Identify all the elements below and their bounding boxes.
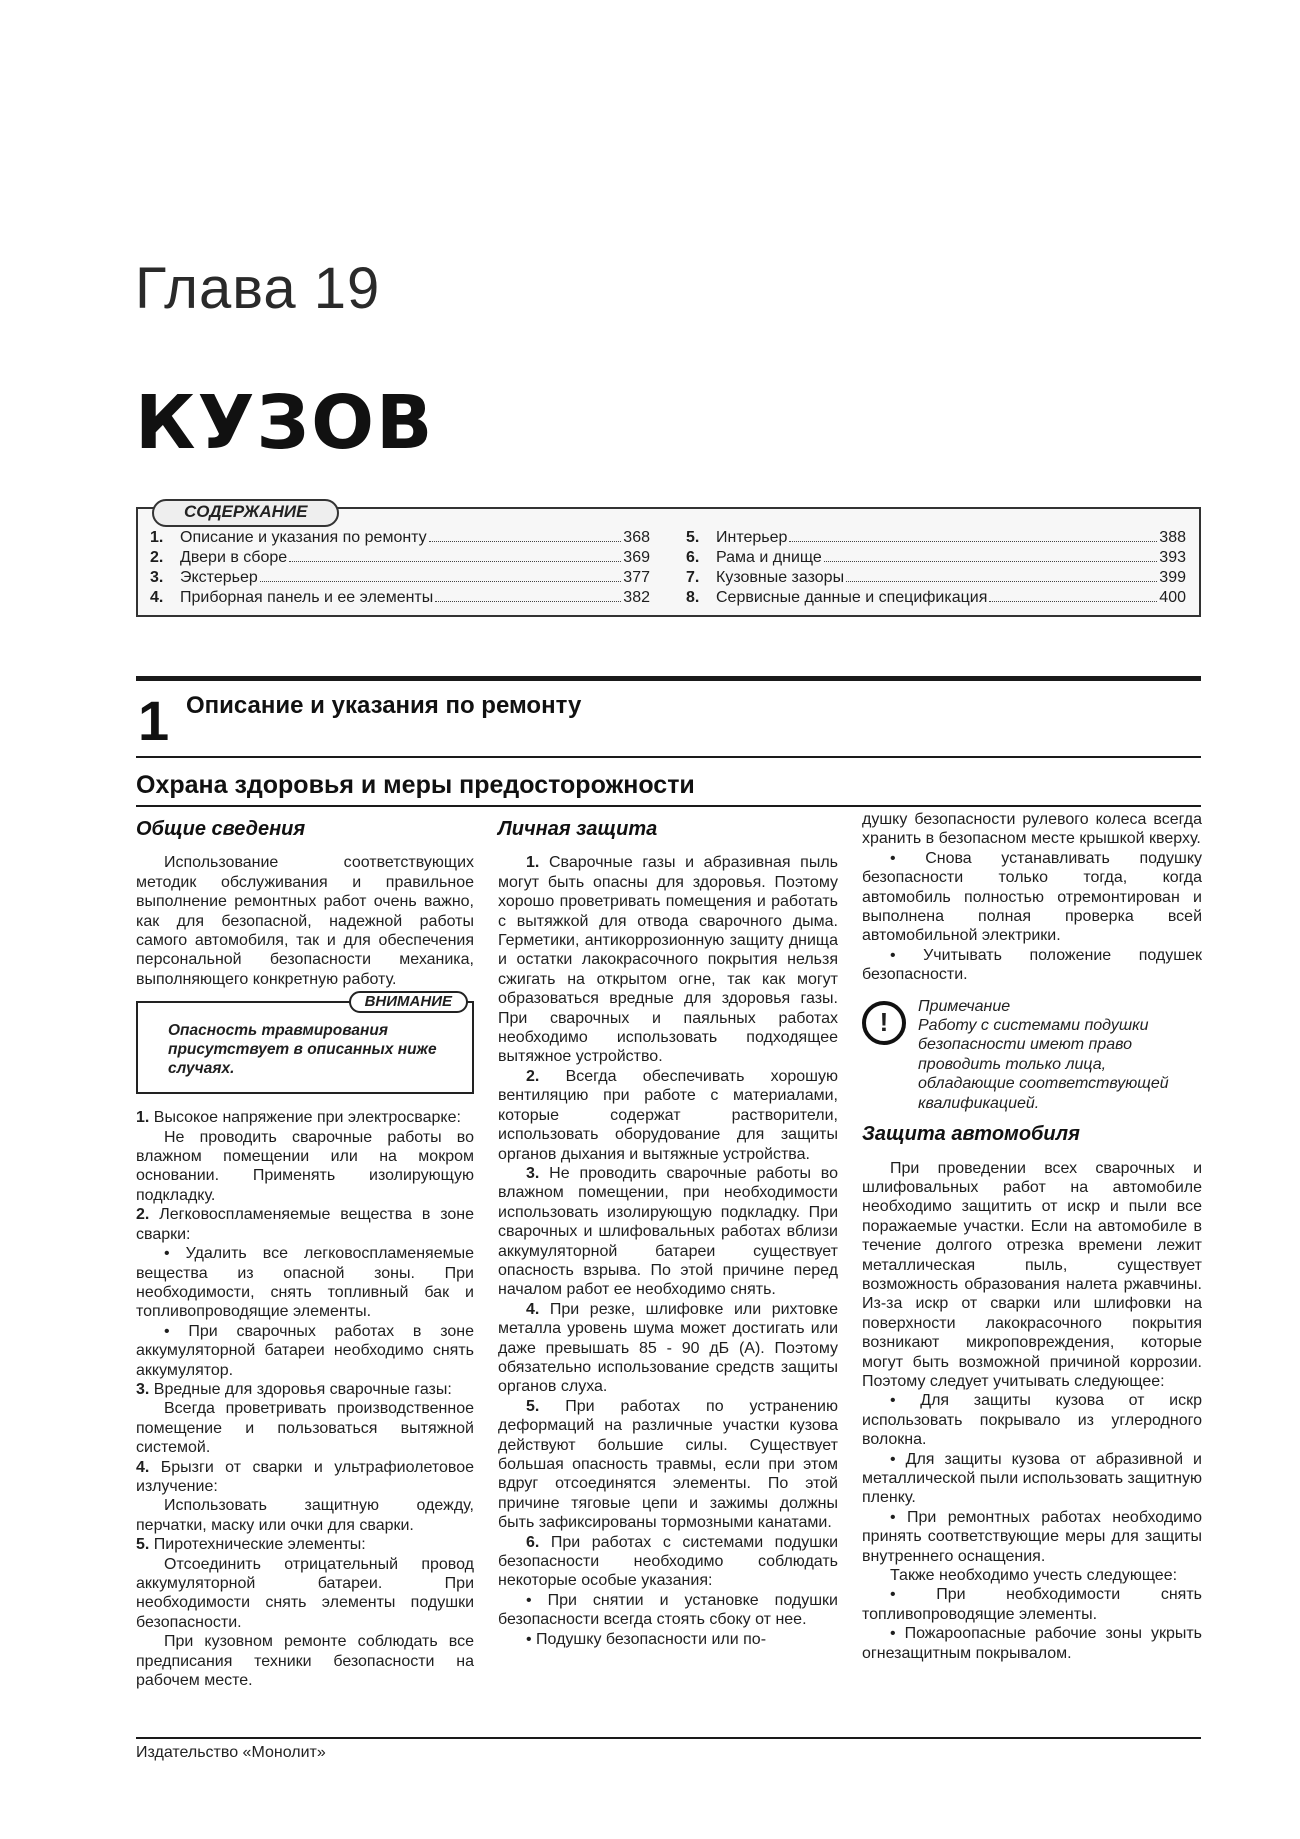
publisher-footer: Издательство «Монолит» — [136, 1744, 326, 1761]
chapter-label: Глава 19 — [135, 256, 381, 321]
toc-item-number: 5. — [686, 529, 700, 546]
bullet-item: • Для защиты кузова от искр использовать покрывало из углеродного волокна. — [862, 1392, 1202, 1449]
list-number: 3. — [136, 1380, 150, 1398]
toc-item-label: Приборная панель и ее элементы — [180, 589, 434, 606]
note-block — [862, 997, 1202, 1113]
toc-item-label: Описание и указания по ремонту — [180, 529, 427, 546]
list-item-text: Всегда обеспечивать хорошую вентиляцию при работе с материалами, которые содержат растворители, использовать оборудование для защиты органов дыхания и вытяжные устройства. — [498, 1067, 839, 1163]
toc-item-number: 6. — [686, 549, 700, 566]
list-item-heading: Вредные для здоровья сварочные газы: — [153, 1380, 452, 1398]
paragraph: При проведении всех сварочных и шлифовальных работ на автомобиле необходимо защитить от искр и пыли все поражаемые участки. Если на автомобиле в течение долгого отрезка времени лежит металлическая пыль, существует возможность образования налета ржавчины. Из-за искр от сварки или шлифовки на поверхности лакокрасочного покрытия возникают микроповреждения, которые могут быть возможной причиной коррозии. Поэтому следует учитывать следующее: — [862, 1159, 1202, 1390]
toc-leader-dots — [846, 581, 1157, 582]
list-item-heading: Брызги от сварки и ультрафиолетовое излучение: — [136, 1458, 474, 1495]
toc-item-page: 399 — [1159, 569, 1186, 586]
paragraph: Всегда проветривать производственное помещение и пользоваться вытяжной системой. — [136, 1400, 474, 1457]
list-number: 4. — [526, 1300, 540, 1318]
list-item — [136, 1108, 474, 1127]
note-text: Работу с системами подушки безопасности имеют право проводить только лица, обладающие соответствующей квалификацией. — [918, 1017, 1169, 1112]
column-heading: Защита автомобиля — [862, 1123, 1080, 1146]
bullet-item: • Для защиты кузова от абразивной и металлической пыли использовать защитную пленку. — [862, 1450, 1202, 1507]
toc-item-page: 369 — [623, 549, 650, 566]
warning-box — [136, 993, 474, 1094]
paragraph: Не проводить сварочные работы во влажном помещении или на мокром основании. Применять изолирующую подкладку. — [136, 1128, 474, 1204]
section-number: 1 — [138, 689, 170, 752]
paragraph: Использовать защитную одежду, перчатки, маску или очки для сварки. — [136, 1497, 474, 1534]
toc-item-label: Двери в сборе — [180, 549, 288, 566]
bullet-item: • Учитывать положение подушек безопасности. — [862, 946, 1202, 984]
paragraph: Отсоединить отрицательный провод аккумуляторной батареи. При необходимости снять элементы подушки безопасности. — [136, 1555, 474, 1631]
toc-item-number: 3. — [150, 569, 164, 586]
toc-heading: СОДЕРЖАНИЕ — [152, 499, 339, 527]
subsection-title: Охрана здоровья и меры предосторожности — [136, 771, 695, 799]
toc-leader-dots — [260, 581, 622, 582]
bullet-item: • При сварочных работах в зоне аккумуляторной батареи необходимо снять аккумулятор. — [136, 1322, 474, 1379]
list-item — [136, 1535, 474, 1554]
list-number: 2. — [136, 1206, 150, 1224]
list-item-heading: Высокое напряжение при электросварке: — [153, 1109, 461, 1127]
warning-label: ВНИМАНИЕ — [349, 991, 468, 1013]
list-item-heading: Пиротехнические элементы: — [153, 1536, 366, 1554]
footer-divider — [136, 1737, 1201, 1739]
section-divider-top — [136, 676, 1201, 681]
toc-item-label: Рама и днище — [716, 549, 822, 566]
toc-leader-dots — [435, 601, 621, 602]
toc-item[interactable] — [686, 588, 1186, 608]
list-item-text: При резке, шлифовке или рихтовке металла уровень шума может достигать или даже превышать 85 - 90 дБ (А). Поэтому обязательно использование средств защиты органов слуха. — [498, 1300, 838, 1396]
list-item — [498, 1533, 838, 1591]
toc-leader-dots — [289, 561, 621, 562]
paragraph: Использование соответствующих методик обслуживания и правильное выполнение ремонтных работ очень важно, как для безопасной, надежной работы самого автомобиля, так и для обеспечения персональной безопасности механика, выполняющего конкретную работу. — [136, 854, 474, 988]
list-number: 5. — [526, 1397, 540, 1415]
toc-column-left — [150, 528, 650, 608]
toc-leader-dots — [824, 561, 1158, 562]
list-item-text: При работах с системами подушки безопасности необходимо соблюдать некоторые особые указания: — [498, 1533, 838, 1590]
toc-item-page: 377 — [623, 569, 650, 586]
chapter-title: КУЗОВ — [135, 380, 435, 466]
list-item — [136, 1205, 474, 1244]
toc-column-right — [686, 528, 1186, 608]
list-item-text: При работах по устранению деформаций на различные участки кузова действуют большие силы. Существует большая опасность травмы, если при этом вдруг отсоединятся элементы. По этой причине тяговые цепи и зажимы должны быть зафиксированы тормозными канатами. — [498, 1397, 838, 1532]
toc-item[interactable] — [686, 528, 1186, 548]
column-heading: Личная защита — [498, 818, 658, 840]
toc-item[interactable] — [150, 528, 650, 548]
toc-item-label: Сервисные данные и спецификация — [716, 589, 988, 606]
toc-item-number: 2. — [150, 549, 164, 566]
toc-item[interactable] — [150, 548, 650, 568]
toc-item-page: 400 — [1159, 589, 1186, 606]
list-number: 5. — [136, 1536, 150, 1554]
toc-item[interactable] — [150, 588, 650, 608]
toc-item-label: Экстерьер — [180, 569, 258, 586]
section-title: Описание и указания по ремонту — [186, 692, 582, 719]
toc-item-page: 393 — [1159, 549, 1186, 566]
column-heading: Общие сведения — [136, 818, 306, 840]
note-content — [918, 997, 1202, 1113]
list-number: 1. — [526, 854, 540, 872]
text-column-1 — [136, 810, 474, 1690]
subsection-divider — [136, 805, 1201, 807]
toc-item-page: 368 — [623, 529, 650, 546]
list-number: 6. — [526, 1533, 540, 1551]
toc-item-page: 382 — [623, 589, 650, 606]
list-number: 2. — [526, 1067, 540, 1085]
list-item — [498, 1067, 838, 1164]
toc-item-number: 4. — [150, 589, 164, 606]
list-item-text: Сварочные газы и абразивная пыль могут быть опасны для здоровья. Поэтому хорошо проветривать помещения и работать с вытяжкой для отвода сварочного дыма. Герметики, антикоррозионную защиту днища и остатки лакокрасочного покрытия нельзя сжигать на открытом огне, так как могут образоваться вредные для здоровья газы. При сварочных и паяльных работах необходимо использовать подходящее вытяжное устройство. — [498, 854, 838, 1066]
list-item — [136, 1380, 474, 1399]
toc-item[interactable] — [686, 568, 1186, 588]
bullet-item: • При снятии и установке подушки безопасности всегда стоять сбоку от нее. — [498, 1591, 838, 1629]
warning-text: Опасность травмирования присутствует в описанных ниже случаях. — [168, 1022, 437, 1078]
toc-leader-dots — [429, 541, 622, 542]
toc-item-number: 1. — [150, 529, 164, 546]
toc-item[interactable] — [150, 568, 650, 588]
list-item — [498, 1164, 838, 1300]
section-divider-bottom — [136, 756, 1201, 758]
toc-item-label: Интерьер — [716, 529, 788, 546]
list-number: 4. — [136, 1458, 150, 1476]
list-item — [498, 1397, 838, 1533]
bullet-item: • Пожароопасные рабочие зоны укрыть огнезащитным покрывалом. — [862, 1625, 1202, 1662]
bullet-item: • Удалить все легковоспламеняемые вещества из опасной зоны. При необходимости, снять топливный бак и топливопроводящие элементы. — [136, 1245, 474, 1321]
note-label: Примечание — [918, 997, 1011, 1015]
toc-leader-dots — [789, 541, 1157, 542]
bullet-item: • При необходимости снять топливопроводящие элементы. — [862, 1586, 1202, 1623]
bullet-item: • При ремонтных работах необходимо принять соответствующие меры для защиты внутреннего оснащения. — [862, 1508, 1202, 1565]
list-number: 1. — [136, 1109, 150, 1127]
paragraph: При кузовном ремонте соблюдать все предписания техники безопасности на рабочем месте. — [136, 1633, 474, 1690]
list-item-heading: Легковоспламеняемые вещества в зоне сварки: — [136, 1206, 474, 1243]
text-column-2 — [498, 810, 838, 1649]
toc-item-number: 8. — [686, 589, 700, 606]
text-column-3 — [862, 810, 1202, 1663]
paragraph: Также необходимо учесть следующее: — [890, 1567, 1178, 1585]
list-item — [498, 853, 838, 1066]
bullet-item: • Подушку безопасности или по- — [526, 1630, 767, 1648]
list-item — [498, 1300, 838, 1397]
exclamation-icon: ! — [862, 1001, 906, 1045]
toc-item-label: Кузовные зазоры — [716, 569, 845, 586]
paragraph: душку безопасности рулевого колеса всегда хранить в безопасном месте крышкой кверху. — [862, 811, 1202, 848]
toc-leader-dots — [989, 601, 1157, 602]
toc-item-number: 7. — [686, 569, 700, 586]
toc-item[interactable] — [686, 548, 1186, 568]
list-item-text: Не проводить сварочные работы во влажном помещении, при необходимости использовать изолирующую подкладку. При сварочных и шлифовальных работах вблизи аккумуляторной батареи существует опасность взрыва. По этой причине перед началом работ ее необходимо снять. — [498, 1164, 838, 1299]
bullet-item: • Снова устанавливать подушку безопасности только тогда, когда автомобиль полностью отремонтирован и выполнена полная проверка всей автомобильной электрики. — [862, 849, 1202, 945]
list-number: 3. — [526, 1164, 540, 1182]
list-item — [136, 1458, 474, 1497]
toc-item-page: 388 — [1159, 529, 1186, 546]
